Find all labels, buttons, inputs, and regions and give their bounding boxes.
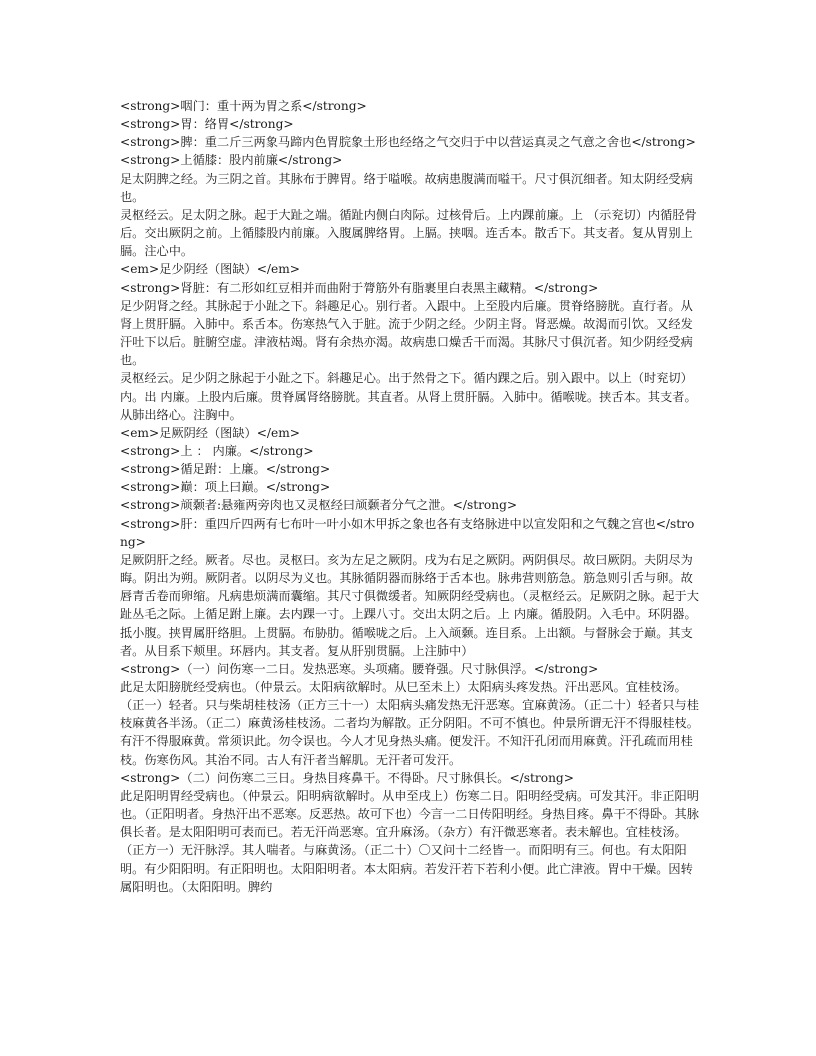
text-line: <strong>肝：重四斤四两有七布叶一叶小如木甲拆之象也各有支络脉进中以宣发阳和之气魏之宫也</strong> [120,516,695,549]
text-line: <strong>循足跗：上廉。</strong> [120,462,331,477]
text-line: <strong>胃：络胃</strong> [120,117,294,132]
text-line: <strong>（二）问伤寒二三日。身热目疼鼻干。不得卧。尺寸脉俱长。</strong> [120,770,574,785]
text-line: <em>足厥阴经（图缺）</em> [120,425,300,440]
text-line: <strong>（一）问伤寒一二日。发热恶寒。头项痛。腰脊强。尺寸脉俱浮。</strong> [120,661,599,676]
text-paragraph: 此足太阳膀胱经受病也。（仲景云。太阳病欲解时。从巳至未上）太阳病头疼发热。汗出恶风。宜桂枝汤。（正一）轻者。只与柴胡桂枝汤（正方三十一）太阳病头痛发热无汗恶寒。宜麻黄汤。（正二十）轻者只与桂枝麻黄各半汤。（正二）麻黄汤桂枝汤。二者均为解散。正分阴阳。不可不慎也。仲景所谓无汗不得服桂枝。有汗不得服麻黄。常须识此。勿令误也。今人才见身热头痛。便发汗。不知汗孔闭而用麻黄。汗孔疏而用桂枝。伤寒伤风。其治不同。古人有汗者当解肌。无汗者可发汗。 [120,680,699,767]
text-paragraph: 足厥阴肝之经。厥者。尽也。灵枢曰。亥为左足之厥阴。戌为右足之厥阴。两阴俱尽。故曰厥阴。夫阴尽为晦。阴出为朔。厥阴者。以阴尽为义也。其脉循阴器而脉络于舌本也。脉弗营则筋急。筋急则引舌与卵。故唇青舌卷而卵缩。凡病患烦满而囊缩。其尺寸俱微缓者。知厥阴经受病也。（灵枢经云。足厥阴之脉。起于大趾丛毛之际。上循足跗上廉。去内踝一寸。上踝八寸。交出太阴之后。上 内廉。循股阴。入毛中。环阴器。抵小腹。挟胃属肝络胆。上贯膈。布胁肋。循喉咙之后。上入颃颡。连目系。上出额。与督脉会于巅。其支者。从目系下颊里。环唇内。其支者。复从肝别贯膈。上注肺中） [120,552,699,658]
text-line: <strong>肾脏：有二形如红豆相并而曲附于膂筋外有脂裹里白表黑主藏精。</strong> [120,280,599,295]
text-line: <em>足少阴经（图缺）</em> [120,262,300,277]
text-paragraph: 此足阳明胃经受病也。（仲景云。阳明病欲解时。从申至戌上）伤寒二日。阳明经受病。可发其汗。非正阳明也。（正阳明者。身热汗出不恶寒。反恶热。故可下也）今言一二日传阳明经。身热目疼。鼻干不得卧。其脉俱长者。是太阳阳明可表而已。若无汗尚恶寒。宜升麻汤。（杂方）有汗微恶寒者。表未解也。宜桂枝汤。（正方一）无汗脉浮。其人喘者。与麻黄汤。（正二十）〇又问十二经皆一。而阳明有三。何也。有太阳阳明。有少阳阳明。有正阳明也。太阳阳明者。本太阳病。若发汗若下若利小便。此亡津液。胃中干燥。因转属阳明也。（太阳阳明。脾约 [120,788,699,894]
text-line: <strong>巅：项上曰巅。</strong> [120,480,331,495]
text-paragraph: 灵枢经云。足太阴之脉。起于大趾之端。循趾内侧白肉际。过核骨后。上内踝前廉。上 （示兖切）内循胫骨后。交出厥阴之前。上循膝股内前廉。入腹属脾络胃。上膈。挟咽。连舌本。散舌下。其支者。复从胃别上膈。注心中。 [120,207,697,259]
document-page [120,97,700,896]
text-paragraph: 灵枢经云。足少阴之脉起于小趾之下。斜趣足心。出于然骨之下。循内踝之后。别入跟中。以上（时兖切）内。出 内廉。上股内后廉。贯脊属肾络膀胱。其直者。从肾上贯肝膈。入肺中。循喉咙。挟舌本。其支者。从肺出络心。注胸中。 [120,371,697,422]
text-line: <strong>上循膝：股内前廉</strong> [120,153,343,168]
text-paragraph: 足太阴脾之经。为三阴之首。其脉布于脾胃。络于嗌喉。故病患腹满而嗌干。尺寸俱沉细者。知太阴经受病也。 [120,171,693,204]
text-line: <strong>颃颡者:悬雍两旁肉也又灵枢经曰颃颡者分气之泄。</strong> [120,498,518,513]
text-line: <strong>脾：重二斤三两象马蹄内色胃脘象土形也经络之气交归于中以营运真灵之气意之舍也</strong> [120,135,696,150]
text-line: <strong>上 ： 内廉。</strong> [120,443,314,458]
text-line: <strong>咽门：重十两为胃之系</strong> [120,99,367,113]
text-paragraph: 足少阴肾之经。其脉起于小趾之下。斜趣足心。别行者。入跟中。上至股内后廉。贯脊络膀胱。直行者。从肾上贯肝膈。入肺中。系舌本。伤寒热气入于脏。流于少阴之经。少阴主肾。肾恶燥。故渴而引饮。又经发汗吐下以后。脏腑空虚。津液枯竭。肾有余热亦渴。故病患口燥舌干而渴。其脉尺寸俱沉者。知少阴经受病也。 [120,298,693,368]
